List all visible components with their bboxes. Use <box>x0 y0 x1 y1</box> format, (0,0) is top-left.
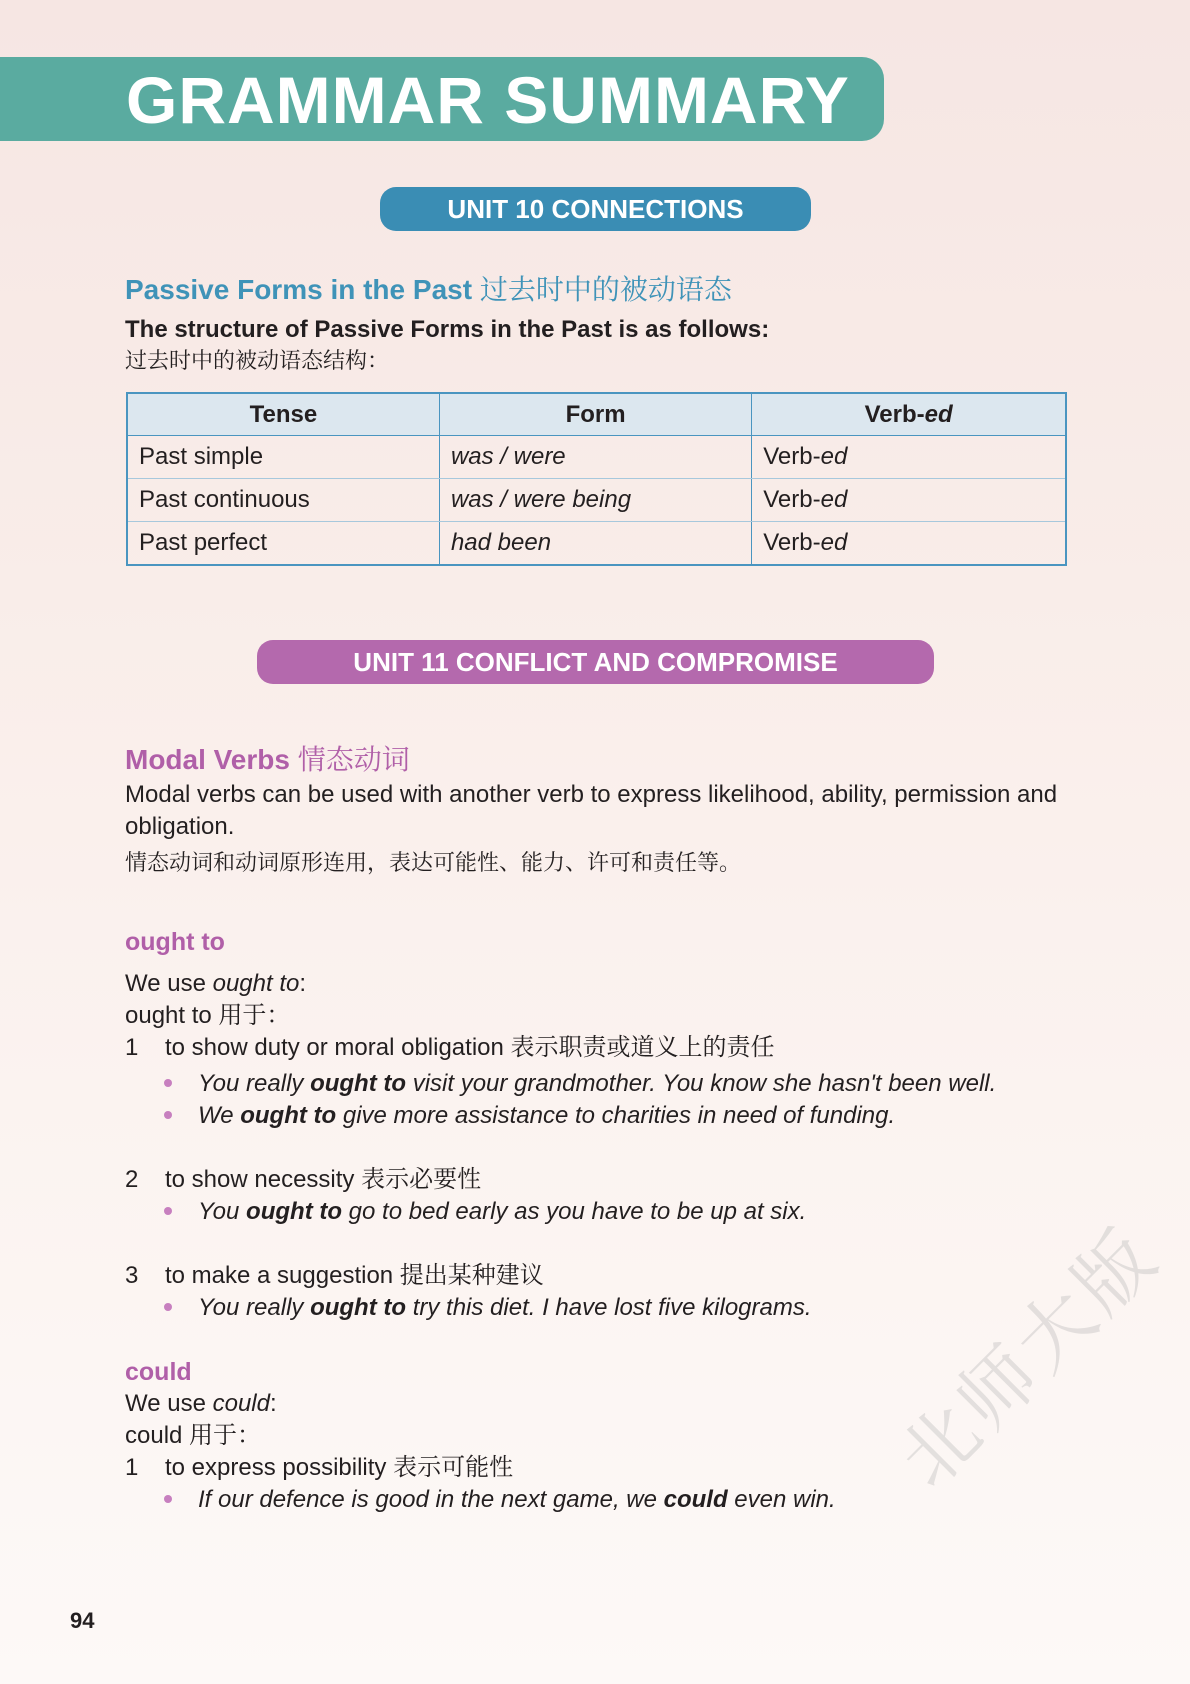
tense-cell: Past continuous <box>127 479 439 522</box>
ought-to-item-2: 2 to show necessity 表示必要性 <box>125 1166 482 1193</box>
tense-cell: Past simple <box>127 436 439 479</box>
unit11-label: UNIT 11 CONFLICT AND COMPROMISE <box>257 640 934 684</box>
modal-verbs-desc-cn: 情态动词和动词原形连用，表达可能性、能力、许可和责任等。 <box>125 851 742 876</box>
passive-forms-title-en: Passive Forms in the Past <box>125 274 473 305</box>
ought-to-heading: ought to <box>125 928 225 956</box>
bullet-icon <box>164 1207 172 1215</box>
passive-structure-intro: The structure of Passive Forms in the Past is as follows: <box>125 316 770 343</box>
publisher-watermark: 北师大版 <box>881 1209 1177 1505</box>
bullet-icon <box>164 1303 172 1311</box>
column-header-form: Form <box>439 393 751 436</box>
passive-forms-table <box>126 392 1067 566</box>
page-title: GRAMMAR SUMMARY <box>126 63 850 137</box>
form-cell: had been <box>439 522 751 566</box>
verb-cell: Verb-ed <box>752 522 1066 566</box>
could-heading: could <box>125 1358 192 1386</box>
form-cell: was / were <box>439 436 751 479</box>
ought-to-example: We ought to give more assistance to charities in need of funding. <box>164 1100 895 1132</box>
bullet-icon <box>164 1079 172 1087</box>
could-cn-intro: could 用于： <box>125 1422 262 1449</box>
could-item-1: 1 to express possibility 表示可能性 <box>125 1454 514 1481</box>
ought-to-item-3: 3 to make a suggestion 提出某种建议 <box>125 1262 544 1289</box>
form-cell: was / were being <box>439 479 751 522</box>
modal-verbs-title <box>125 738 410 778</box>
passive-forms-title <box>125 268 732 308</box>
passive-forms-title-cn: 过去时中的被动语态 <box>479 273 732 306</box>
unit10-label: UNIT 10 CONNECTIONS <box>380 187 811 231</box>
tense-cell: Past perfect <box>127 522 439 566</box>
could-we-use: We use could: <box>125 1390 277 1417</box>
column-header-verb-ed: Verb-ed <box>752 393 1066 436</box>
ought-to-example: You ought to go to bed early as you have to be up at six. <box>164 1196 806 1228</box>
ought-to-example: You really ought to try this diet. I have lost five kilograms. <box>164 1292 812 1324</box>
ought-to-example: You really ought to visit your grandmother. You know she hasn't been well. <box>164 1068 996 1100</box>
ought-to-we-use: We use ought to: <box>125 970 307 997</box>
bullet-icon <box>164 1495 172 1503</box>
modal-verbs-title-en: Modal Verbs <box>125 744 290 775</box>
verb-cell: Verb-ed <box>752 479 1066 522</box>
could-example: If our defence is good in the next game, we could even win. <box>164 1484 836 1516</box>
ought-to-cn-intro: ought to 用于： <box>125 1002 291 1029</box>
table-header-row <box>127 393 1066 436</box>
table-row <box>127 436 1066 479</box>
table-row <box>127 522 1066 566</box>
passive-structure-intro-cn: 过去时中的被动语态结构： <box>125 349 390 374</box>
modal-verbs-desc-line1: Modal verbs can be used with another verb to express likelihood, ability, permission and <box>125 781 1058 808</box>
ought-to-item-1: 1 to show duty or moral obligation 表示职责或道义上的责任 <box>125 1034 775 1061</box>
table-row <box>127 479 1066 522</box>
page-number: 94 <box>70 1608 95 1633</box>
modal-verbs-title-cn: 情态动词 <box>297 743 410 776</box>
verb-cell: Verb-ed <box>752 436 1066 479</box>
modal-verbs-desc-line2: obligation. <box>125 813 235 840</box>
column-header-tense: Tense <box>127 393 439 436</box>
bullet-icon <box>164 1111 172 1119</box>
